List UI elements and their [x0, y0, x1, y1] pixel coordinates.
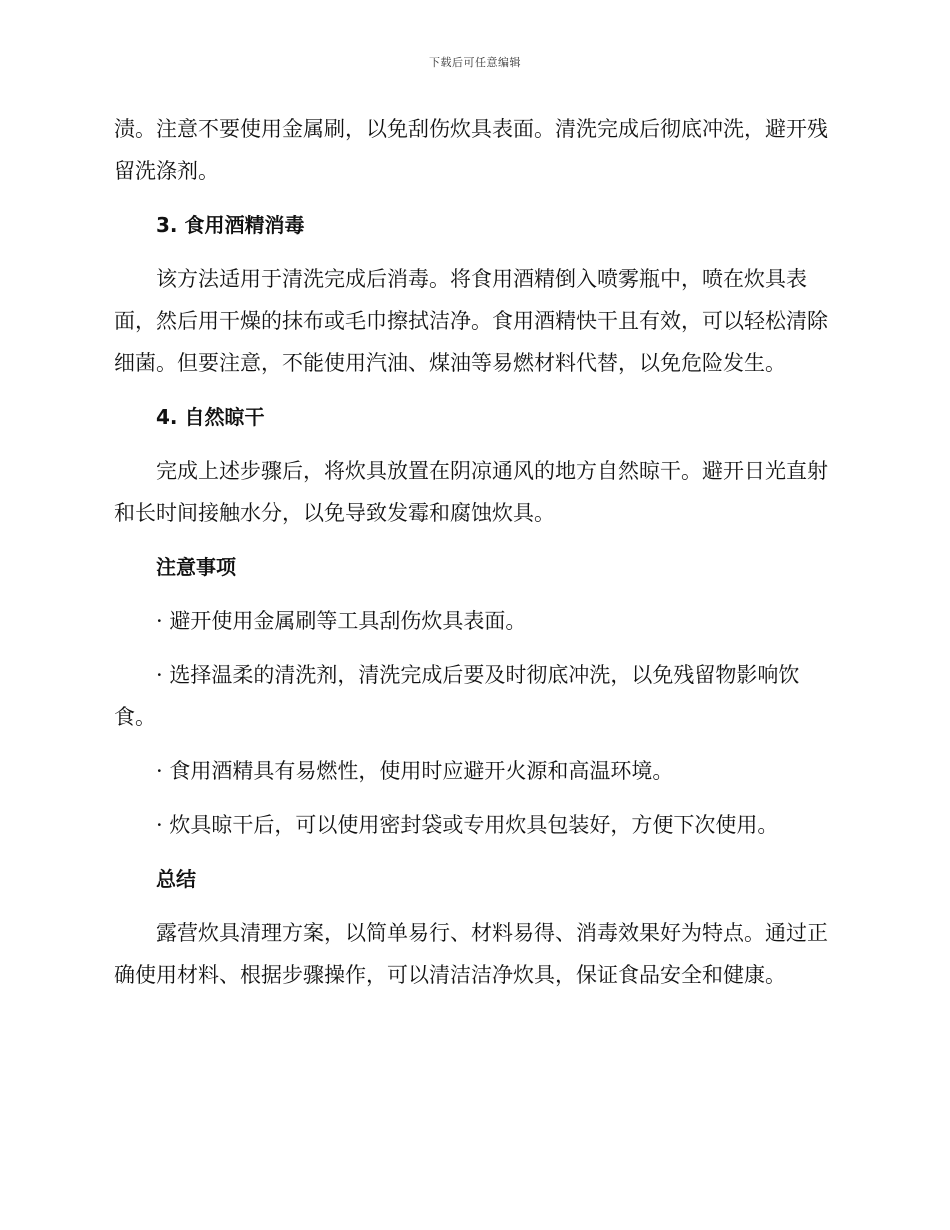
summary-heading: 总结 — [156, 867, 196, 891]
document-body — [114, 108, 834, 996]
notes-heading: 注意事项 — [156, 555, 236, 579]
section-4-heading: 4. 自然晾干 — [156, 405, 265, 429]
section-3-body: 该方法适用于清洗完成后消毒。将食用酒精倒入喷雾瓶中，喷在炊具表面，然后用干燥的抹布或毛巾擦拭洁净。食用酒精快干且有效，可以轻松清除细菌。但要注意，不能使用汽油、煤油等易燃材料代替，以免危险发生。 — [114, 267, 828, 375]
note-item-4: · 炊具晾干后，可以使用密封袋或专用炊具包装好，方便下次使用。 — [156, 813, 779, 837]
continued-paragraph: 渍。注意不要使用金属刷，以免刮伤炊具表面。清洗完成后彻底冲洗，避开残留洗涤剂。 — [114, 117, 828, 183]
summary-body: 露营炊具清理方案，以简单易行、材料易得、消毒效果好为特点。通过正确使用材料、根据步骤操作，可以清洁洁净炊具，保证食品安全和健康。 — [114, 921, 828, 987]
section-4-body: 完成上述步骤后，将炊具放置在阴凉通风的地方自然晾干。避开日光直射和长时间接触水分，以免导致发霉和腐蚀炊具。 — [114, 459, 828, 525]
note-item-3: · 食用酒精具有易燃性，使用时应避开火源和高温环境。 — [156, 759, 674, 783]
section-3-heading: 3. 食用酒精消毒 — [156, 213, 305, 237]
page-header: 下载后可任意编辑 — [429, 56, 521, 69]
note-item-1: · 避开使用金属刷等工具刮伤炊具表面。 — [156, 609, 527, 633]
note-item-2: · 选择温柔的清洗剂，清洗完成后要及时彻底冲洗，以免残留物影响饮食。 — [114, 663, 800, 729]
